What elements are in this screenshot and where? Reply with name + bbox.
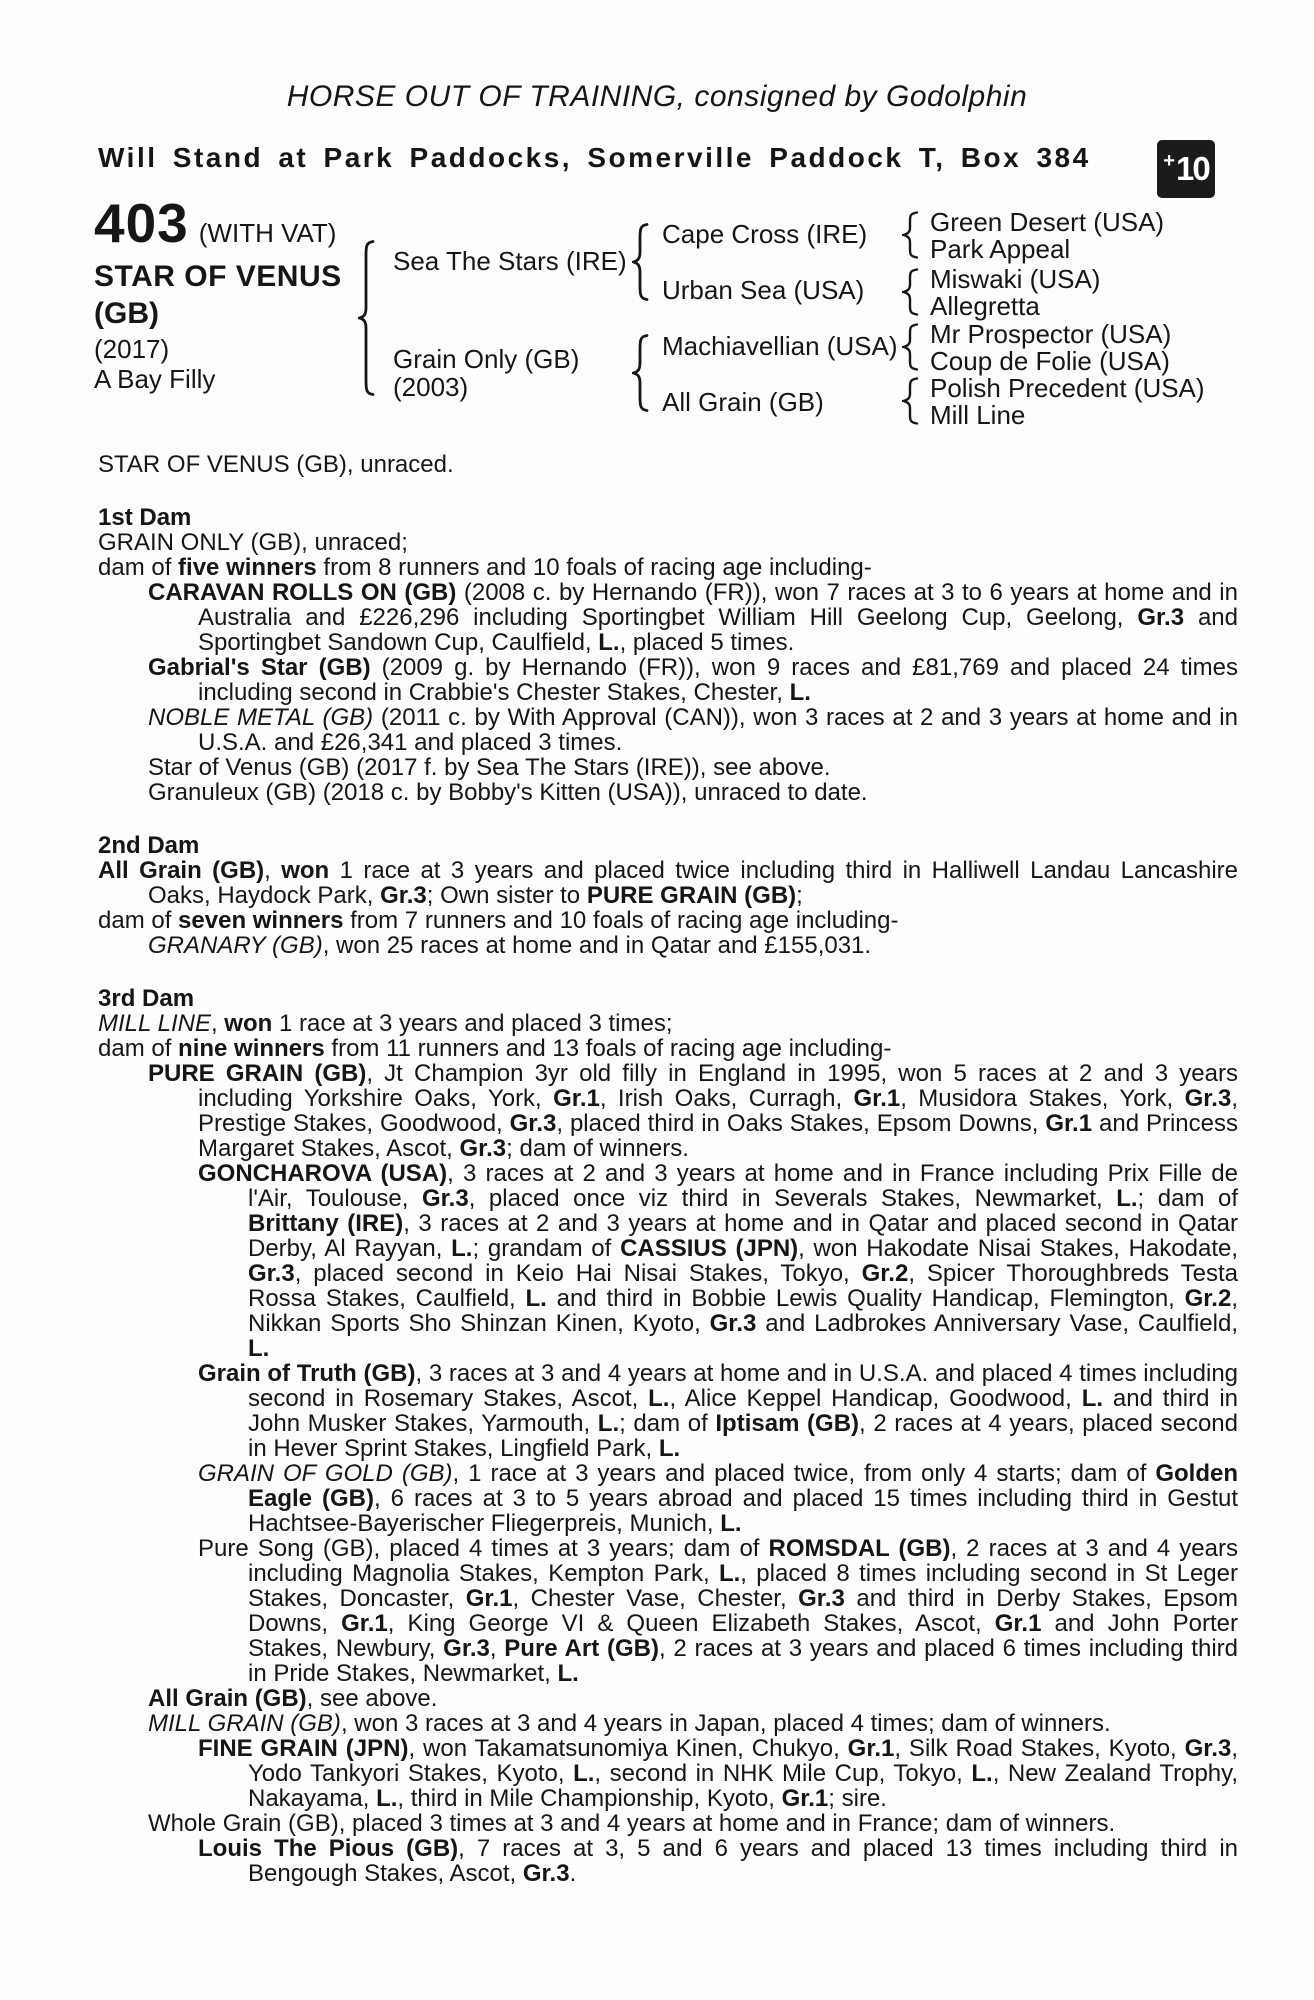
ancestor-name: Green Desert (USA) [930,207,1165,237]
ancestor-name: Allegretta [930,291,1040,321]
pedigree-entry: Star of Venus (GB) (2017 f. by Sea The Stars (IRE)), see above. [148,754,831,781]
brace-icon [902,323,919,376]
sire-name: Sea The Stars (IRE) [393,246,627,276]
plus-icon: + [1163,149,1175,172]
pedigree-entry: Whole Grain (GB), placed 3 times at 3 and 4 years at home and in France; dam of winners. [148,1810,1116,1837]
brace-icon [902,268,919,321]
pedigree-entry: Louis The Pious (GB), 7 races at 3, 5 and 6 years and placed 13 times including third in Bengough Stakes, Ascot, Gr.3. [198,1835,1238,1887]
ancestor-name: Mill Line [930,400,1026,430]
pedigree-entry: MILL GRAIN (GB), won 3 races at 3 and 4 years in Japan, placed 4 times; dam of winners. [148,1710,1111,1737]
horse-description: A Bay Filly [94,364,216,394]
sire-sire-name: Cape Cross (IRE) [662,219,868,249]
horse-country-suffix: (GB) [94,297,159,330]
lot-header [94,192,337,254]
brace-icon [902,211,919,264]
pedigree-entry: All Grain (GB), won 1 race at 3 years and placed twice including third in Halliwell Landau Lancashire Oaks, Haydock Park, Gr.3; Own sister to PURE GRAIN (GB); [98,857,1238,909]
ancestor-name: Mr Prospector (USA) [930,319,1172,349]
dam-section-heading: 1st Dam [98,504,192,531]
brace-icon [632,223,649,306]
pedigree-entry: Grain of Truth (GB), 3 races at 3 and 4 years at home and in U.S.A. and placed 4 times including second in Rosemary Stakes, Ascot, L., Alice Keppel Handicap, Goodwood, L. and third in John Musker Stakes, Yarmouth, L.; dam of Iptisam (GB), 2 races at 4 years, placed second in Hever Sprint Stakes, Lingfield Park, L. [198,1360,1239,1462]
pedigree-entry: FINE GRAIN (JPN), won Takamatsunomiya Kinen, Chukyo, Gr.1, Silk Road Stakes, Kyoto, Gr.3, Yodo Tankyori Stakes, Kyoto, L., second in NHK Mile Cup, Tokyo, L., New Zealand Trophy, Nakayama, L., third in Mile Championship, Kyoto, Gr.1; sire. [198,1735,1239,1812]
pedigree-entry: MILL LINE, won 1 race at 3 years and placed 3 times; [98,1010,673,1037]
pedigree-entry: dam of seven winners from 7 runners and 10 foals of racing age including- [98,907,899,934]
dam-section-heading: 2nd Dam [98,832,200,859]
race-record: STAR OF VENUS (GB), unraced. [98,451,454,478]
ancestor-name: Coup de Folie (USA) [930,346,1170,376]
pedigree-entry: CARAVAN ROLLS ON (GB) (2008 c. by Hernando (FR)), won 7 races at 3 to 6 years at home and in Australia and £226,296 including Sportingbet William Hill Geelong Cup, Geelong, Gr.3 and Sportingbet Sandown Cup, Caulfield, L., placed 5 times. [148,579,1238,656]
brace-icon [632,334,649,417]
pedigree-entry: NOBLE METAL (GB) (2011 c. by With Approval (CAN)), won 3 races at 2 and 3 years at home and in U.S.A. and £26,341 and placed 3 times. [148,704,1238,756]
horse-name: STAR OF VENUS [94,260,342,293]
consignment-title: HORSE OUT OF TRAINING, consigned by Godolphin [286,80,1028,113]
ancestor-name: Park Appeal [930,234,1071,264]
pedigree-entry: GONCHAROVA (USA), 3 races at 2 and 3 years at home and in France including Prix Fille de l'Air, Toulouse, Gr.3, placed once viz third in Severals Stakes, Newmarket, L.; dam of Brittany (IRE), 3 races at 2 and 3 years at home and in Qatar and placed second in Qatar Derby, Al Rayyan, L.; grandam of CASSIUS (JPN), won Hakodate Nisai Stakes, Hakodate, Gr.3, placed second in Keio Hai Nisai Stakes, Tokyo, Gr.2, Spicer Thoroughbreds Testa Rossa Stakes, Caulfield, L. and third in Bobbie Lewis Quality Handicap, Flemington, Gr.2, Nikkan Sports Sho Shinzan Kinen, Kyoto, Gr.3 and Ladbrokes Anniversary Vase, Caulfield, L. [198,1160,1239,1362]
pedigree-entry: dam of nine winners from 11 runners and 13 foals of racing age including- [98,1035,892,1062]
pedigree-entry: GRAIN ONLY (GB), unraced; [98,529,408,556]
badge-number: 10 [1175,150,1209,187]
dam-name: Grain Only (GB) [393,344,580,374]
ancestor-name: Miswaki (USA) [930,264,1101,294]
ancestor-name: Polish Precedent (USA) [930,373,1205,403]
stand-location-line: Will Stand at Park Paddocks, Somerville Paddock T, Box 384 [98,142,1091,173]
pedigree-entry: GRANARY (GB), won 25 races at home and in Qatar and £155,031. [148,932,872,959]
sire-dam-name: Urban Sea (USA) [662,275,865,305]
pedigree-entry: Gabrial's Star (GB) (2009 g. by Hernando (FR)), won 9 races and £81,769 and placed 24 times including second in Crabbie's Chester Stakes, Chester, L. [148,654,1239,706]
pedigree-entry: dam of five winners from 8 runners and 10 foals of racing age including- [98,554,872,581]
foaling-year: (2017) [94,334,170,364]
brace-icon [358,240,375,401]
vat-note: (WITH VAT) [198,218,337,248]
pedigree-entry: GRAIN OF GOLD (GB), 1 race at 3 years and placed twice, from only 4 starts; dam of Golden Eagle (GB), 6 races at 3 to 5 years abroad and placed 15 times including third in Gestut Hachtsee-Bayerischer Fliegerpreis, Munich, L. [198,1460,1239,1537]
pedigree-entry: Pure Song (GB), placed 4 times at 3 years; dam of ROMSDAL (GB), 2 races at 3 and 4 years including Magnolia Stakes, Kempton Park, L., placed 8 times including second in St Leger Stakes, Doncaster, Gr.1, Chester Vase, Chester, Gr.3 and third in Derby Stakes, Epsom Downs, Gr.1, King George VI & Queen Elizabeth Stakes, Ascot, Gr.1 and John Porter Stakes, Newbury, Gr.3, Pure Art (GB), 2 races at 3 years and placed 6 times including third in Pride Stakes, Newmarket, L. [198,1535,1239,1687]
dam-section-heading: 3rd Dam [98,985,195,1012]
brace-icon [902,377,919,430]
lot-number: 403 [94,192,189,254]
dam-year: (2003) [393,372,469,402]
dam-dam-name: All Grain (GB) [662,387,824,417]
dam-sire-name: Machiavellian (USA) [662,331,898,361]
plus-ten-badge [1157,140,1215,198]
pedigree-text [98,452,1238,1886]
pedigree-entry: All Grain (GB), see above. [148,1685,438,1712]
pedigree-entry: PURE GRAIN (GB), Jt Champion 3yr old filly in England in 1995, won 5 races at 2 and 3 years including Yorkshire Oaks, York, Gr.1, Irish Oaks, Curragh, Gr.1, Musidora Stakes, York, Gr.3, Prestige Stakes, Goodwood, Gr.3, placed third in Oaks Stakes, Epsom Downs, Gr.1 and Princess Margaret Stakes, Ascot, Gr.3; dam of winners. [148,1060,1238,1162]
pedigree-entry: Granuleux (GB) (2018 c. by Bobby's Kitten (USA)), unraced to date. [148,779,868,806]
